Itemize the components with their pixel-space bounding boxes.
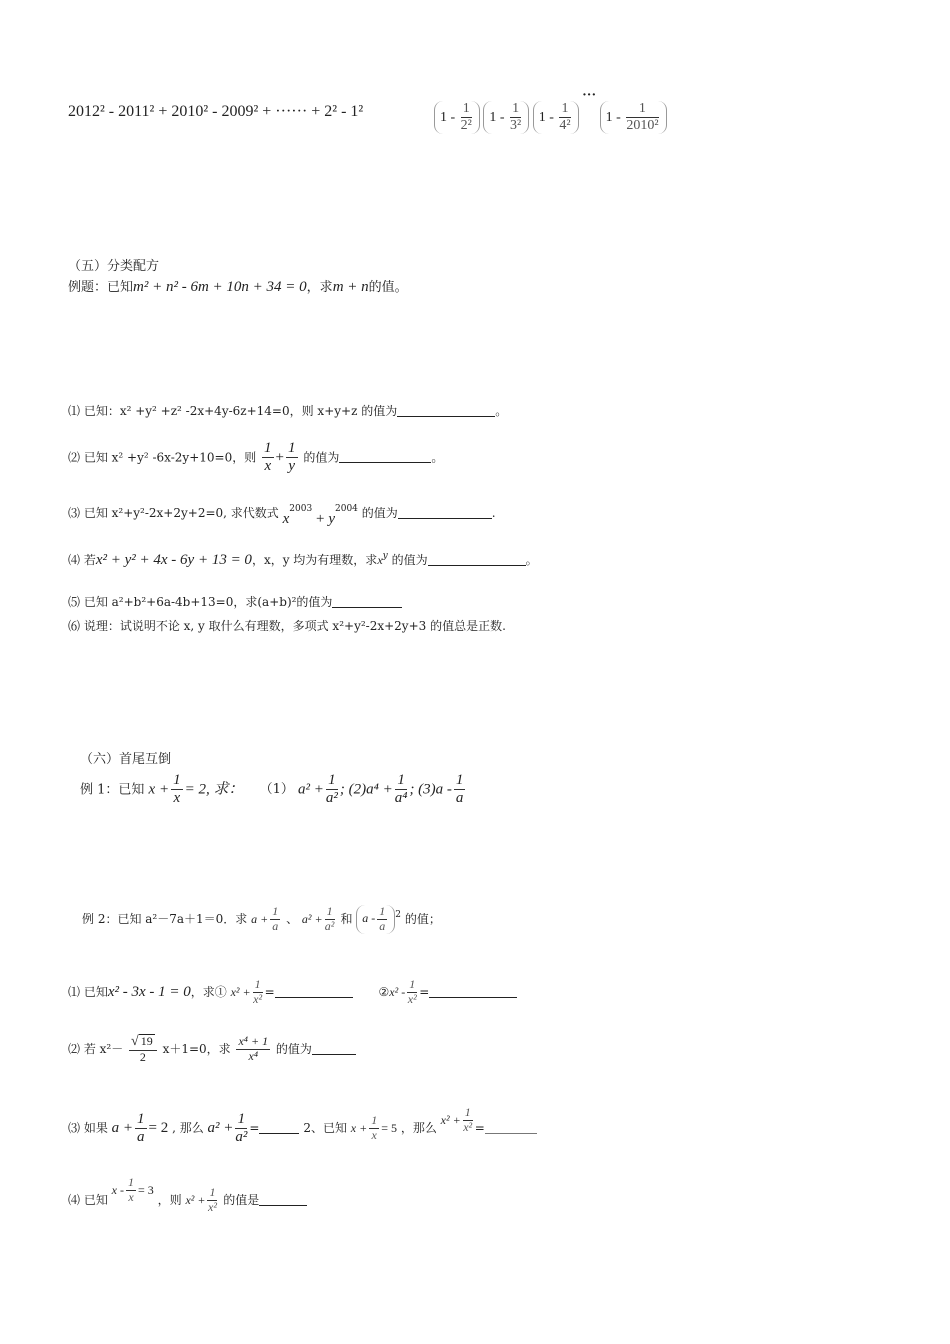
answer-blank[interactable] xyxy=(275,984,353,998)
section-6-example-2: 例 2：已知 a²－7a＋1＝0．求 a + $\frac{1}{a}$ 、 a² + $\frac{1}{\text{a²}}$ 和 a - $\frac{1}{a}$ $^2$ 的值； xyxy=(82,904,441,933)
answer-blank[interactable] xyxy=(259,1120,299,1134)
product-expression xyxy=(434,88,667,134)
question-6-2: ⑵ 若 x²－ $\frac{√ 19}{2}$ x＋1=0，求 $\frac{\text{x⁴ + 1}}{\text{x⁴}}$ 的值为 xyxy=(68,1034,356,1065)
answer-blank[interactable] xyxy=(485,1120,537,1134)
fraction-1-over-x: $\frac{1}{x}$ xyxy=(264,440,272,475)
answer-blank[interactable] xyxy=(428,552,526,566)
ellipsis: ··· xyxy=(582,88,597,103)
question-5-3: ⑶ 已知 x²+y²-2x+2y+2=0, 求代数式 $x^{2003} + y^{2004}$ 的值为 . xyxy=(68,504,496,527)
question-6-3: ⑶ 如果 a + $\frac{1}{a}$ = 2 , 那么 a² + $\frac{1}{\text{a²}}$ = 2、已知 x + $\frac{1}{x}$ = 5 ，那么 x² + $\frac{1}{\text{x²}}$ = xyxy=(68,1106,537,1146)
answer-blank[interactable] xyxy=(312,1041,356,1055)
section-6-title: （六）首尾互倒 xyxy=(80,752,172,767)
answer-blank[interactable] xyxy=(429,984,517,998)
sum-of-squares-expression: 2012² - 2011² + 2010² - 2009² + ······ + 2² - 1² xyxy=(68,103,364,120)
factor-last: 1 - $\frac{1}{\text{2010²}}$ xyxy=(600,101,667,134)
question-5-5: ⑸ 已知 a²+b²+6a-4b+13=0，求(a+b)²的值为 xyxy=(68,593,402,610)
question-6-4: ⑷ 已知 x - $\frac{1}{x}$ = 3 ，则 x² + $\frac{1}{\text{x²}}$ 的值是 xyxy=(68,1176,307,1215)
fraction-1-over-y: $\frac{1}{y}$ xyxy=(288,440,296,475)
answer-blank[interactable] xyxy=(332,594,402,608)
section-5-title: （五）分类配方 xyxy=(68,259,160,274)
question-6-1: ⑴ 已知x² - 3x - 1 = 0，求① x² + $\frac{1}{\text{x²}}$ = ②x² - $\frac{1}{\text{x²}}$ = xyxy=(68,978,517,1007)
factor-3: 1 - $\frac{1}{\text{4²}}$ xyxy=(533,101,579,134)
answer-blank[interactable] xyxy=(398,505,492,519)
factor-2: 1 - $\frac{1}{\text{3²}}$ xyxy=(483,101,529,134)
question-5-2: ⑵ 已知 x² +y² -6x-2y+10=0，则 $\frac{1}{x}$ + $\frac{1}{y}$ 的值为 。 xyxy=(68,440,444,475)
answer-blank[interactable] xyxy=(397,403,495,417)
section-5-example: 例题：已知m² + n² - 6m + 10n + 34 = 0，求m + n的值。 xyxy=(68,279,408,295)
section-6-example-1: 例 1：已知 x + $\frac{1}{x}$ = 2, 求： （1） a² + $\frac{1}{\text{a²}}$ ; (2)a⁴ + $\frac{1}{\text{a⁴}}$ ; (3)a - $\frac{1}{a}$ xyxy=(80,772,464,807)
factor-1: 1 - $\frac{1}{\text{2²}}$ xyxy=(434,101,480,134)
question-5-4: ⑷ 若x² + y² + 4x - 6y + 13 = 0，x，y 均为有理数，求$x^y$ 的值为 。 xyxy=(68,551,538,568)
answer-blank[interactable] xyxy=(259,1192,307,1206)
question-5-6: ⑹ 说理：试说明不论 x, y 取什么有理数，多项式 x²+y²-2x+2y+3 的值总是正数. xyxy=(68,619,506,633)
question-5-1: ⑴ 已知：x² +y² +z² -2x+4y-6z+14=0，则 x+y+z 的值为 。 xyxy=(68,404,508,418)
answer-blank[interactable] xyxy=(339,449,431,463)
